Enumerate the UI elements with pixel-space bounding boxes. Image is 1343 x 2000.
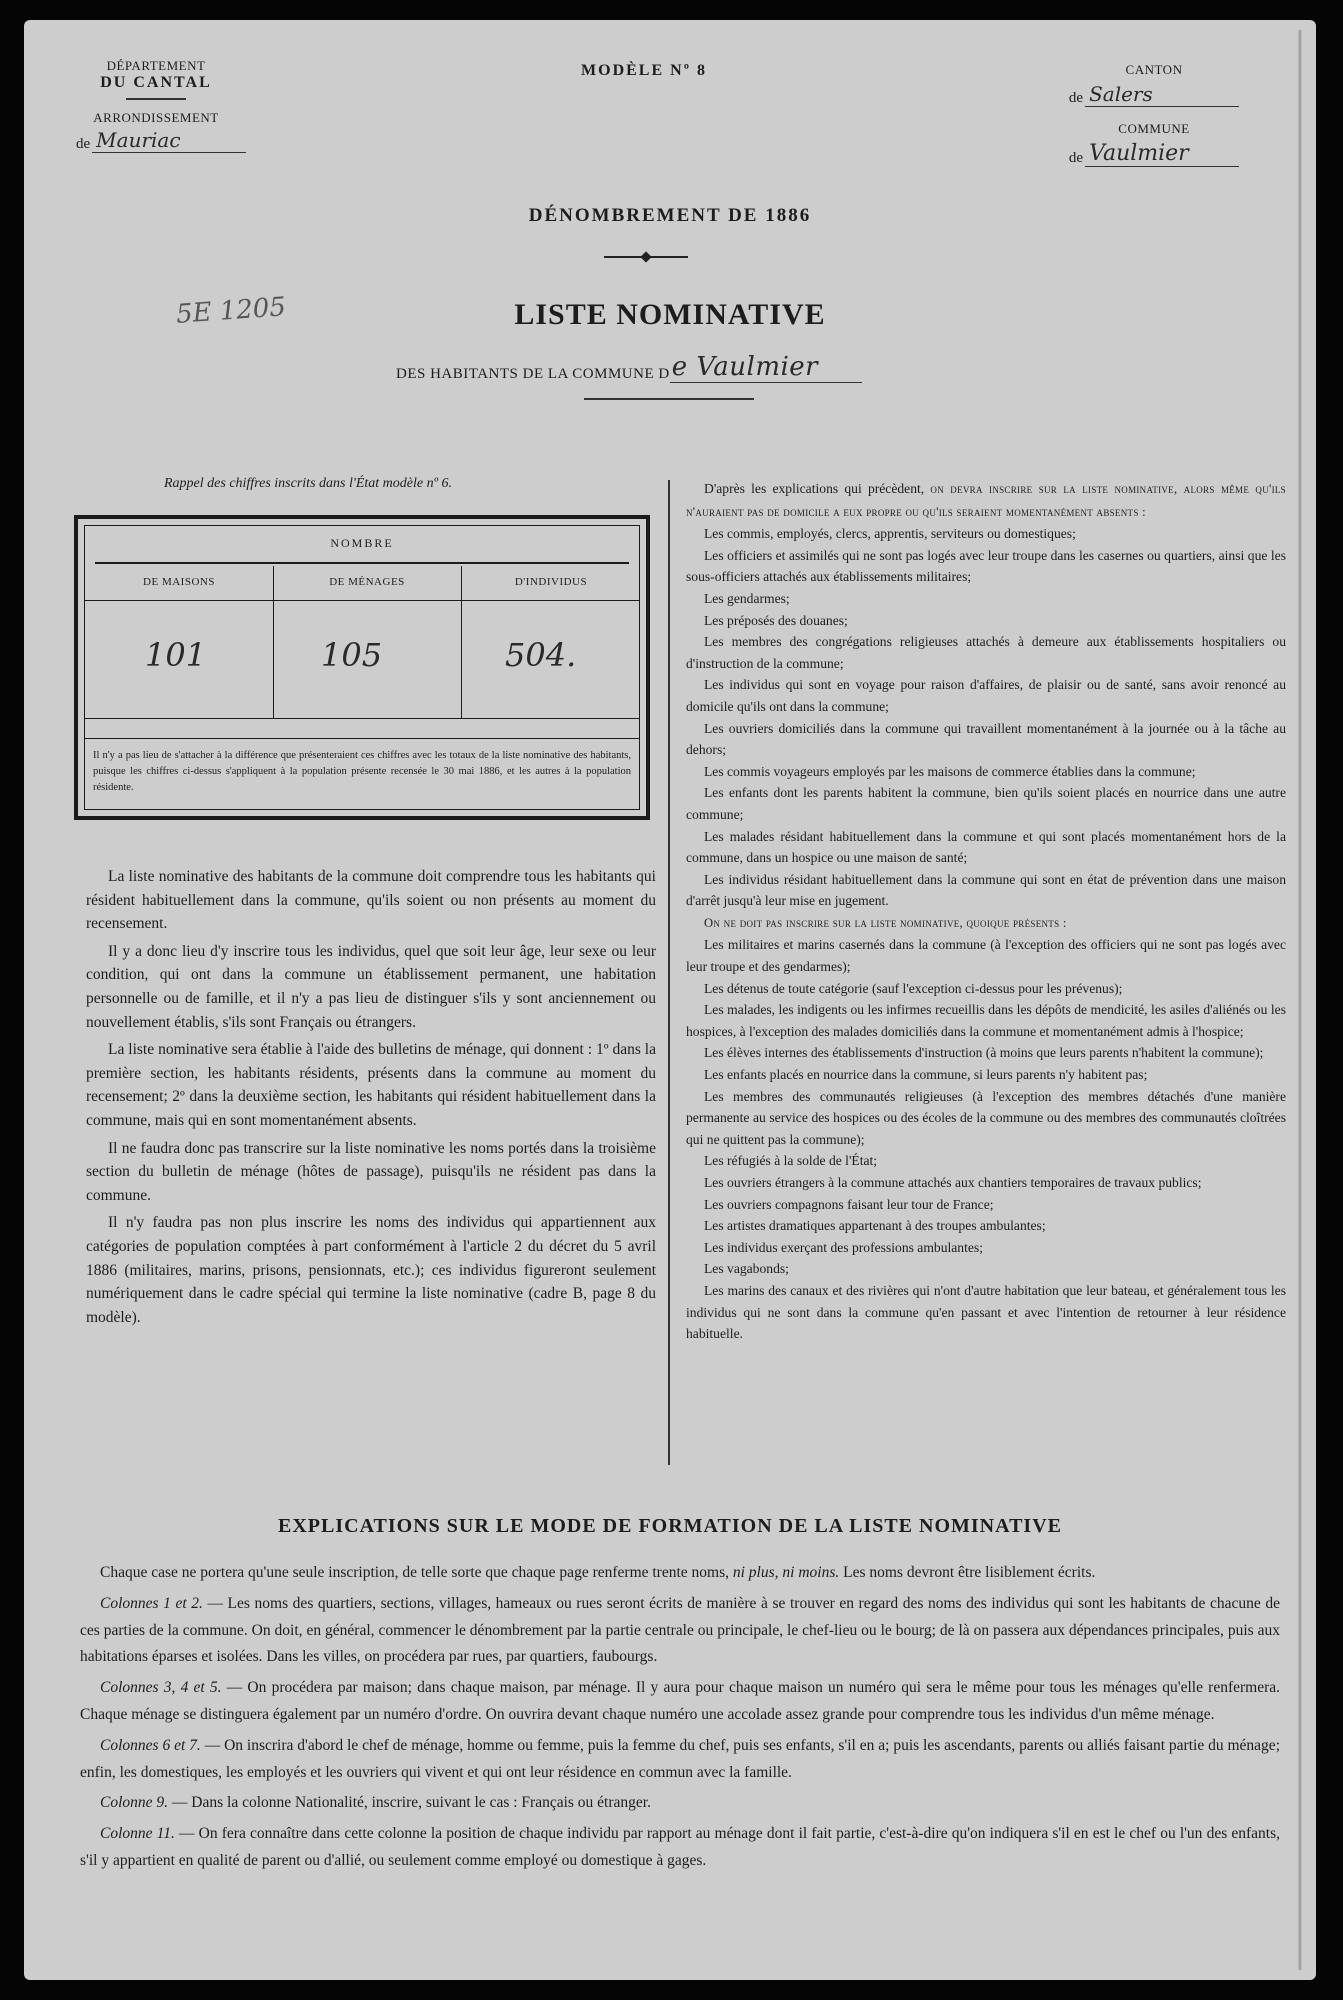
exclude-item: Les réfugiés à la solde de l'État; (704, 1153, 878, 1169)
exclude-item: Les ouvriers compagnons faisant leur tour de France; (704, 1196, 994, 1212)
intro-italic: ni plus, ni moins. (732, 1564, 840, 1581)
header-right (1054, 62, 1254, 167)
include-item: Les individus résidant habituellement dans la commune qui sont en état de prévention dans une maison d'arrêt jusqu'à leur mise en jugement. (686, 871, 1286, 909)
include-item: Les membres des congrégations religieuses attachés à demeure aux établissements hospitaliers ou d'instruction de la commune; (686, 634, 1286, 671)
commune-prefix: de (1068, 150, 1084, 166)
arrondissement-label: ARRONDISSEMENT (93, 109, 219, 125)
column-divider (668, 480, 670, 1465)
exclude-item: Les artistes dramatiques appartenant à des troupes ambulantes; (704, 1218, 1046, 1234)
note-rule (85, 738, 639, 739)
title-ornament (604, 256, 688, 258)
explication-label: Colonne 9. (100, 1794, 169, 1812)
include-item: Les officiers et assimilés qui ne sont pas logés avec leur troupe dans les casernes ou quartiers, ainsi que les sous-officiers attachés aux établissements militaires; (686, 547, 1286, 585)
col-head-menages: DE MÉNAGES (329, 576, 405, 588)
commune-line (1054, 141, 1254, 167)
note-rule-top (85, 718, 639, 719)
canton-line (1054, 82, 1254, 107)
explication-text: — Les noms des quartiers, sections, villages, hameaux ou rues seront écrits de manière à se trouver en regard des noms des individus qui sont les habitants de chacune de ces parties de la commune. On doit, en général, commencer le dénombrement par la partie centrale ou principale, le chef-lieu ou le bourg; de là on passera aux dépendances principales, puis aux habitations éparses et isolées. Dans les villes, on procédera par rues, par quartiers, faubourgs. (80, 1594, 1280, 1666)
explication-label: Colonnes 1 et 2. (100, 1594, 203, 1612)
denombrement-title: DÉNOMBREMENT DE 1886 (528, 205, 812, 226)
head-rule (85, 600, 639, 601)
exclude-item: Les enfants placés en nourrice dans la commune, si leurs parents n'y habitent pas; (704, 1067, 1148, 1083)
left-paragraph: Il n'y faudra pas non plus inscrire les noms des individus qui appartiennent aux catégories de population comptées à part conformément à l'article 2 du décret du 5 avril 1886 (militaires, marins, prisons, pensionnats, etc.); ces individus figureront seulement numériquement dans le cadre spécial qui termine la liste nominative (cadre B, page 8 du modèle). (86, 1214, 656, 1326)
commune-value: Vaulmier (1085, 141, 1239, 167)
arrondissement-prefix: de (76, 135, 91, 152)
left-paragraph: La liste nominative des habitants de la commune doit comprendre tous les habitants qui résident habituellement dans la commune, qu'ils soient ou non présents au moment du recensement. (86, 868, 656, 933)
explications-title: EXPLICATIONS SUR LE MODE DE FORMATION DE LA LISTE NOMINATIVE (278, 1515, 1062, 1537)
canton-prefix: de (1068, 90, 1084, 106)
exclude-item: Les individus exerçant des professions ambulantes; (704, 1239, 983, 1255)
left-paragraph: Il ne faudra donc pas transcrire sur la liste nominative les noms portés dans la troisième section du bulletin de ménage (hôtes de passage), puisqu'ils ne résident pas dans la commune. (86, 1139, 656, 1204)
right-intro-caps: on devra inscrire sur la liste nominative, alors même qu'ils n'auraient pas de domicile a eux propre ou qu'ils seraient momentanément absents : (686, 482, 1286, 519)
col-divider-2 (461, 566, 462, 718)
col-divider-1 (273, 566, 274, 718)
include-item: Les commis, employés, clercs, apprentis, serviteurs ou domestiques; (704, 526, 1076, 542)
rappel-caption: Rappel des chiffres inscrits dans l'État modèle nº 6. (164, 476, 452, 491)
left-paragraph: Il y a donc lieu d'y inscrire tous les individus, quel que soit leur âge, leur sexe ou leur condition, qui ont dans la commune un établissement permanent, une habitation personnelle ou de famille, et il n'y a pas lieu de distinguer s'ils y sont anciennement ou nouvellement établis, s'ils sont Français ou étrangers. (86, 942, 656, 1031)
include-list (686, 523, 1286, 912)
count-maisons: 101 (145, 636, 207, 674)
nombre-label: NOMBRE (330, 536, 394, 550)
include-item: Les gendarmes; (704, 590, 790, 606)
explication-text: — Dans la colonne Nationalité, inscrire, suivant le cas : Français ou étranger. (171, 1794, 651, 1812)
include-item: Les préposés des douanes; (704, 612, 848, 628)
subtitle-prefix: DES HABITANTS DE LA COMMUNE D (396, 366, 670, 382)
rappel-note: Il n'y a pas lieu de s'attacher à la différence que présenteraient ces chiffres avec les totaux de la liste nominative des habitants, puisque les chiffres ci-dessus s'appliquent à la population présente recensée le 30 mai 1886, et les autres à la population résidente. (93, 750, 631, 793)
census-sheet (24, 20, 1316, 1980)
header-left (66, 58, 246, 153)
subtitle-rule (584, 398, 754, 400)
modele-number: MODÈLE Nº 8 (581, 62, 707, 79)
exclude-item: Les détenus de toute catégorie (sauf l'exception ci-dessus pour les prévenus); (704, 980, 1123, 996)
exclude-list (686, 934, 1286, 1344)
exclude-item: Les membres des communautés religieuses (à l'exception des membres détachés d'une manière permanente au service des hospices ou des écoles de la commune ou des membres des communautés cloîtrées qui ne quittent pas la commune); (686, 1088, 1286, 1147)
departement-label: DÉPARTEMENT (106, 58, 206, 73)
exclude-item: Les vagabonds; (704, 1261, 789, 1277)
explication-item (80, 1821, 1280, 1875)
explication-item (80, 1591, 1280, 1671)
commune-label: COMMUNE (1118, 121, 1190, 136)
exclude-item: Les ouvriers étrangers à la commune attachés aux chantiers temporaires de travaux publics; (704, 1175, 1202, 1190)
departement-name: DU CANTAL (100, 74, 212, 91)
exclude-caps: On ne doit pas inscrire sur la liste nominative, quoique présents : (704, 915, 1067, 930)
col-head-maisons: DE MAISONS (143, 576, 215, 588)
main-title: LISTE NOMINATIVE (514, 298, 826, 331)
right-column-text (686, 478, 1286, 1345)
intro-end: Les noms devront être lisiblement écrits. (843, 1564, 1096, 1581)
left-column-text (86, 865, 656, 1333)
exclude-item: Les malades, les indigents ou les infirmes recueillis dans les dépôts de mendicité, les asiles d'aliénés ou les hospices, à l'exception des malades domiciliés dans la commune et momentanément admis à l'hospice; (686, 1002, 1286, 1039)
explication-text: — On inscrira d'abord le chef de ménage, homme ou femme, puis la femme du chef, puis ses enfants, s'il en a; puis les ascendants, parents ou alliés faisant partie du ménage; enfin, les domestiques, les employés et les ouvriers qui vivent et qui ont leur résidence en commun avec la famille. (80, 1736, 1280, 1781)
exclude-item: Les élèves internes des établissements d'instruction (à moins que leurs parents n'habitent la commune); (704, 1045, 1264, 1061)
right-intro-plain: D'après les explications qui précèdent, (704, 481, 925, 496)
subtitle-commune: e Vaulmier (670, 352, 862, 383)
explication-item (80, 1790, 1280, 1817)
explications-intro (80, 1560, 1280, 1587)
canton-value: Salers (1085, 82, 1239, 107)
arrondissement-value: Mauriac (92, 128, 246, 153)
explication-label: Colonnes 3, 4 et 5. (100, 1679, 222, 1697)
explications-items (80, 1591, 1280, 1875)
arrondissement-line (76, 128, 246, 153)
explication-item (80, 1733, 1280, 1787)
canton-label: CANTON (1125, 62, 1183, 77)
intro-plain: Chaque case ne portera qu'une seule inscription, de telle sorte que chaque page renferme trente noms, (100, 1564, 729, 1581)
count-menages: 105 (321, 636, 383, 674)
explication-text: — On procédera par maison; dans chaque maison, par ménage. Il y aura pour chaque maison un numéro qui sera le même pour tous les ménages qu'elle renfermera. Chaque ménage se distinguera également par un numéro d'ordre. On ouvrira devant chaque numéro une accolade assez grande pour comprendre tous les individus d'un même ménage. (80, 1679, 1281, 1723)
left-paragraph: La liste nominative sera établie à l'aide des bulletins de ménage, qui donnent : 1º dans la première section, les habitants résidents, présents dans la commune au moment du recensement; 2º dans la deuxième section, les habitants qui résident habituellement dans la commune, mais qui en sont momentanément absents. (86, 1041, 656, 1129)
explications-text (80, 1560, 1280, 1879)
explication-label: Colonne 11. (100, 1825, 175, 1843)
include-item: Les enfants dont les parents habitent la commune, bien qu'ils soient placés en nourrice dans une autre commune; (686, 785, 1286, 822)
col-head-individus: D'INDIVIDUS (514, 576, 588, 588)
rappel-table-inner (84, 525, 640, 810)
exclude-item: Les marins des canaux et des rivières qui n'ont d'autre habitation que leur bateau, et généralement tous les individus qui ne sont dans la commune qu'en passant et avec l'intention de retourner à leur résidence habituelle. (686, 1282, 1286, 1342)
nombre-rule (95, 562, 629, 564)
subtitle-line (396, 352, 862, 383)
exclude-heading (686, 912, 1286, 935)
right-intro (686, 478, 1286, 523)
include-item: Les commis voyageurs employés par les maisons de commerce établies dans la commune; (704, 763, 1196, 779)
include-item: Les malades résidant habituellement dans la commune et qui sont placés momentanément hors de la commune, dans un hospice ou une maison de santé; (686, 828, 1286, 866)
explication-text: — On fera connaître dans cette colonne la position de chaque individu par rapport au ménage dont il fait partie, c'est-à-dire qu'on indiquera s'il en est le chef ou l'un des enfants, s'il y appartient en qualité de parent ou d'allié, ou seulement comme employé ou domestique à gages. (80, 1825, 1281, 1869)
count-individus: 504. (505, 636, 577, 674)
archive-reference: 5E 1205 (175, 292, 287, 330)
header-rule (126, 98, 186, 100)
rappel-table (74, 515, 650, 820)
exclude-item: Les militaires et marins casernés dans la commune (à l'exception des officiers qui ne sont pas logés avec leur troupe et des gendarmes); (686, 937, 1286, 975)
explication-label: Colonnes 6 et 7. (100, 1736, 201, 1754)
include-item: Les individus qui sont en voyage pour raison d'affaires, de plaisir ou de santé, sans avoir renoncé au domicile qu'ils ont dans la commune; (686, 677, 1286, 714)
explication-item (80, 1675, 1280, 1729)
include-item: Les ouvriers domiciliés dans la commune qui travaillent momentanément à la journée ou à la tâche au dehors; (686, 720, 1286, 758)
